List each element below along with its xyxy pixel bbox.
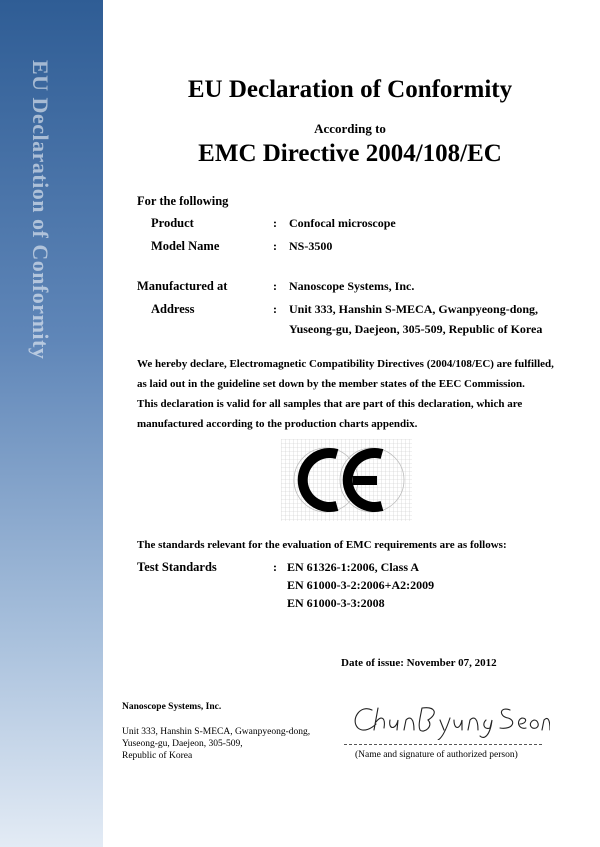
footer-company: Nanoscope Systems, Inc. [122,702,222,712]
signature-caption: (Name and signature of authorized person) [355,750,518,760]
product-separator: : [273,216,277,230]
for-following-label: For the following [137,194,229,208]
declaration-line-3: This declaration is valid for all samples that are part of this declaration, which are [137,398,523,410]
model-separator: : [273,239,277,253]
model-label: Model Name [151,239,220,253]
address-line-2: Yuseong-gu, Daejeon, 305-509, Republic of Korea [289,322,543,336]
product-value: Confocal microscope [289,216,396,230]
address-separator: : [273,302,277,316]
directive-heading: EMC Directive 2004/108/EC [198,140,502,167]
standards-intro: The standards relevant for the evaluation of EMC requirements are as follows: [137,539,507,551]
signature-line [344,744,542,745]
standard-item: EN 61000-3-3:2008 [287,596,385,610]
declaration-line-2: as laid out in the guideline set down by the member states of the EEC Commission. [137,378,525,390]
footer-address-line-2: Yuseong-gu, Daejeon, 305-509, [122,739,243,749]
address-line-1: Unit 333, Hanshin S-MECA, Gwanpyeong-dong, [289,302,539,316]
date-of-issue: Date of issue: November 07, 2012 [341,657,497,669]
test-standards-separator: : [273,560,277,574]
footer-address-line-3: Republic of Korea [122,751,193,761]
standard-item: EN 61000-3-2:2006+A2:2009 [287,578,435,592]
declaration-line-1: We hereby declare, Electromagnetic Compatibility Directives (2004/108/EC) are fulfilled, [137,358,554,370]
address-label: Address [151,302,195,316]
footer-address-line-1: Unit 333, Hanshin S-MECA, Gwanpyeong-dong, [122,727,311,737]
ce-mark-icon [281,439,412,521]
manufactured-separator: : [273,279,277,293]
according-to-label: According to [314,121,386,136]
document-title: EU Declaration of Conformity [187,76,513,103]
standard-item: EN 61326-1:2006, Class A [287,560,420,574]
ce-mark-logo [281,439,412,521]
model-value: NS-3500 [289,239,333,253]
product-label: Product [151,216,194,230]
test-standards-label: Test Standards [137,560,217,574]
manufactured-label: Manufactured at [137,279,228,293]
declaration-line-4: manufactured according to the production charts appendix. [137,418,418,430]
side-banner-title: EU Declaration of Conformity [28,60,53,360]
handwritten-signature [350,700,550,740]
manufactured-value: Nanoscope Systems, Inc. [289,279,415,293]
